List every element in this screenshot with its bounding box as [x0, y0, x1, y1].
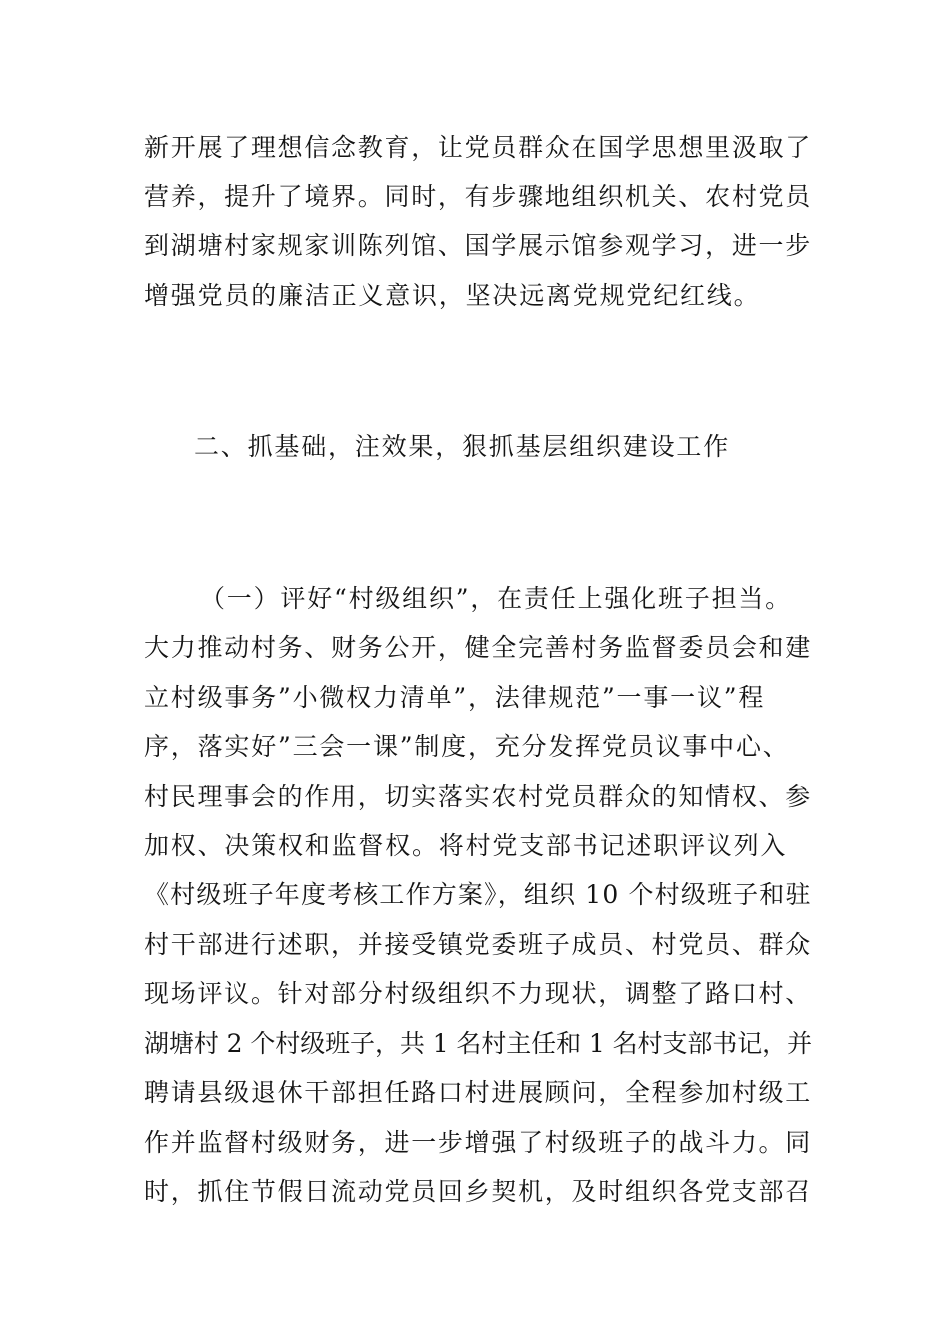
paragraph-line: 新开展了理想信念教育，让党员群众在国学思想里汲取了 — [144, 133, 813, 162]
paragraph-line: 村干部进行述职，并接受镇党委班子成员、村党员、群众 — [144, 930, 813, 959]
paragraph-line: 聘请县级退休干部担任路口村进展顾问，全程参加村级工 — [144, 1078, 813, 1107]
paragraph-line: 《村级班子年度考核工作方案》，组织 10 个村级班子和驻 — [144, 880, 812, 909]
section-heading: 二、抓基础，注效果，狠抓基层组织建设工作 — [194, 432, 731, 461]
paragraph-line: 时，抓住节假日流动党员回乡契机，及时组织各党支部召 — [144, 1177, 813, 1206]
paragraph-line: 增强党员的廉洁正义意识，坚决远离党规党纪红线。 — [144, 281, 761, 310]
paragraph-line: 村民理事会的作用，切实落实农村党员群众的知情权、参 — [144, 782, 813, 811]
paragraph-line: 湖塘村 2 个村级班子，共 1 名村主任和 1 名村支部书记，并 — [144, 1029, 813, 1058]
paragraph-line: 营养，提升了境界。同时，有步骤地组织机关、农村党员 — [144, 182, 813, 211]
paragraph-line: 作并监督村级财务，进一步增强了村级班子的战斗力。同 — [144, 1128, 813, 1157]
paragraph-line: 大力推动村务、财务公开，健全完善村务监督委员会和建 — [144, 633, 813, 662]
paragraph-line: 加权、决策权和监督权。将村党支部书记述职评议列入 — [144, 831, 788, 860]
paragraph-line: 序，落实好”三会一课”制度，充分发挥党员议事中心、 — [144, 732, 790, 761]
paragraph-line: 立村级事务”小微权力清单”，法律规范”一事一议”程 — [144, 683, 766, 712]
paragraph-line: 到湖塘村家规家训陈列馆、国学展示馆参观学习，进一步 — [144, 231, 813, 260]
paragraph-line: 现场评议。针对部分村级组织不力现状，调整了路口村、 — [144, 979, 813, 1008]
paragraph-line: （一）评好“村级组织”，在责任上强化班子担当。 — [200, 584, 792, 613]
